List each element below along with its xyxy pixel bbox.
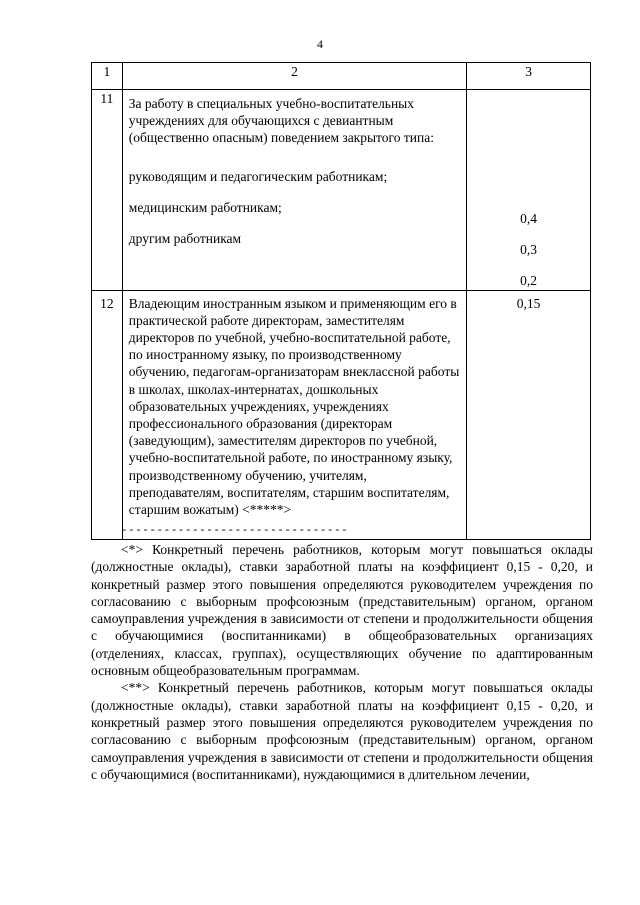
allowance-table <box>91 62 591 540</box>
row-values <box>467 90 591 291</box>
row-description <box>122 90 466 291</box>
table-header-row <box>92 63 591 90</box>
header-col-2: 2 <box>122 63 466 90</box>
footnote-2: <**> Конкретный перечень работников, которым могут повышаться оклады (должностные оклады), ставки заработной платы на коэффициент 0,15 - 0,20, и конкретный размер этого повышения определяются руководителем учреждения по согласованию с выборным профсоюзным (представительным) органом, органом самоуправления учреждения в зависимости от степени и продолжительности общения с обучающимися (воспитанниками), нуждающимися в длительном лечении, <box>91 680 593 782</box>
row-number: 12 <box>92 290 123 539</box>
sub-item-value: 0,3 <box>520 242 538 258</box>
table-row-12 <box>92 290 591 539</box>
row-value: 0,15 <box>467 290 591 539</box>
footnote-1: <*> Конкретный перечень работников, которым могут повышаться оклады (должностные оклады), ставки заработной платы на коэффициент 0,15 - 0,20, и конкретный размер этого повышения определяются руководителем учреждения по согласованию с выборным профсоюзным (представительным) органом, органом самоуправления учреждения в зависимости от степени и продолжительности общения с обучающимися (воспитанниками) в общеобразовательных организациях (отделениях, классах, группах), осуществляющих обучение по адаптированным основным общеобразовательным программам. <box>91 542 593 679</box>
row-title: За работу в специальных учебно-воспитательных учреждениях для обучающихся с девиантным (общественно опасным) поведением закрытого типа: <box>128 96 434 146</box>
footnotes <box>91 523 593 783</box>
table-row-11 <box>92 90 591 291</box>
row-description <box>122 290 466 539</box>
header-col-1: 1 <box>92 63 123 90</box>
sub-item-label: руководящим и педагогическим работникам; <box>128 168 388 184</box>
sub-item-label: другим работникам <box>128 231 242 247</box>
page-number: 4 <box>317 37 323 51</box>
header-col-3: 3 <box>467 63 591 90</box>
sub-item-value: 0,2 <box>520 273 538 289</box>
row-number: 11 <box>92 90 123 291</box>
footnote-separator: -------------------------------- <box>121 525 349 537</box>
row-text: Владеющим иностранным языком и применяющим его в практической работе директорам, заместителям директоров по учебной, учебно-воспитательной работе, по иностранному языку, по производственному обучению, педагогам-организаторам внеклассной работы в школах, школах-интернатах, дошкольных образовательных учреждениях, учреждениях профессионального образования (директорам (заведующим), заместителям директоров по учебной, учебно-воспитательной работе, по иностранному языку, производственному обучению, учителям, преподавателям, воспитателям, старшим воспитателям, старшим вожатым) <*****> <box>128 295 460 518</box>
sub-item-value: 0,4 <box>520 211 538 226</box>
sub-item-label: медицинским работникам; <box>128 199 282 215</box>
